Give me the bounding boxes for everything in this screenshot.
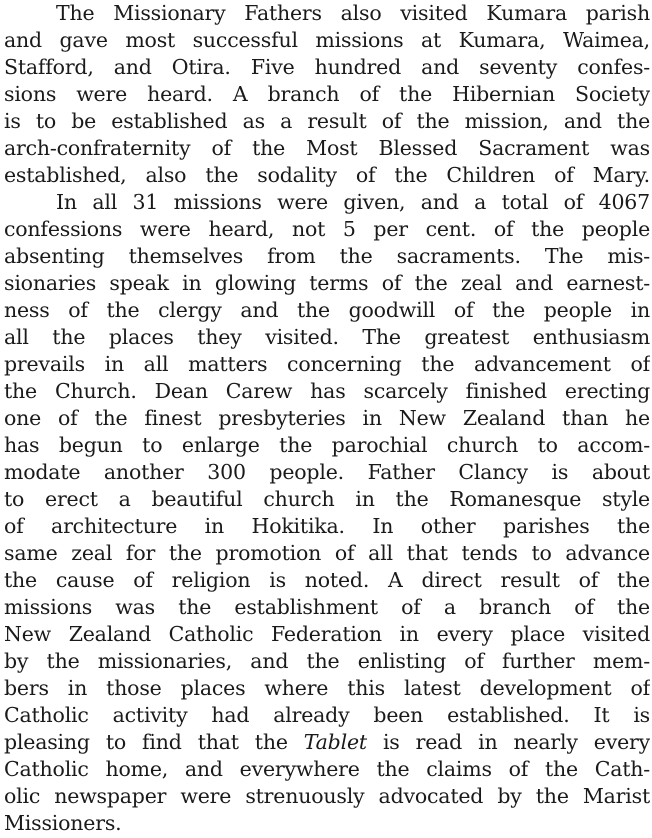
text-line: modate another 300 people. Father Clancy is about — [4, 460, 650, 484]
text-fragment: is read in nearly every — [366, 730, 650, 754]
text-line: The Missionary Fathers also visited Kumara parish — [56, 1, 650, 25]
text-line: same zeal for the promotion of all that tends to advance — [4, 541, 650, 565]
text-line: the Church. Dean Carew has scarcely finished erecting — [4, 379, 650, 403]
text-line: bers in those places where this latest development of — [4, 676, 650, 700]
paragraph-kumara-missions — [4, 0, 650, 189]
text-line: of architecture in Hokitika. In other parishes the — [4, 514, 650, 538]
paragraph-missions-summary — [4, 189, 650, 837]
text-line: Stafford, and Otira. Five hundred and seventy confes- — [4, 55, 650, 79]
text-line: arch-confraternity of the Most Blessed Sacrament was — [4, 136, 650, 160]
text-line: Catholic activity had already been established. It is — [4, 703, 650, 727]
text-line: olic newspaper were strenuously advocated by the Marist — [4, 784, 650, 808]
text-line-tablet — [4, 729, 650, 756]
text-line: to erect a beautiful church in the Romanesque style — [4, 487, 650, 511]
text-line: In all 31 missions were given, and a total of 4067 — [56, 190, 650, 214]
text-line: has begun to enlarge the parochial church to accom- — [4, 433, 650, 457]
text-line: and gave most successful missions at Kumara, Waimea, — [4, 28, 650, 52]
text-line: absenting themselves from the sacraments. The mis- — [4, 244, 650, 268]
text-line: sionaries speak in glowing terms of the zeal and earnest- — [4, 271, 650, 295]
publication-title-tablet: Tablet — [303, 730, 367, 754]
text-line: Catholic home, and everywhere the claims of the Cath- — [4, 757, 650, 781]
text-line: established, also the sodality of the Children of Mary. — [4, 163, 650, 187]
text-line: prevails in all matters concerning the advancement of — [4, 352, 650, 376]
text-line: one of the finest presbyteries in New Zealand than he — [4, 406, 650, 430]
text-line: New Zealand Catholic Federation in every place visited — [4, 622, 650, 646]
text-fragment: pleasing to find that the — [4, 730, 304, 754]
text-line: ness of the clergy and the goodwill of the people in — [4, 298, 650, 322]
article-page — [4, 0, 650, 837]
text-line: Missioners. — [4, 811, 122, 835]
text-line: sions were heard. A branch of the Hibernian Society — [4, 82, 650, 106]
text-line: is to be established as a result of the mission, and the — [4, 109, 650, 133]
text-line: by the missionaries, and the enlisting of further mem- — [4, 649, 650, 673]
text-line: the cause of religion is noted. A direct result of the — [4, 568, 650, 592]
text-line: confessions were heard, not 5 per cent. of the people — [4, 217, 650, 241]
text-line: missions was the establishment of a branch of the — [4, 595, 650, 619]
text-line: all the places they visited. The greatest enthusiasm — [4, 325, 650, 349]
